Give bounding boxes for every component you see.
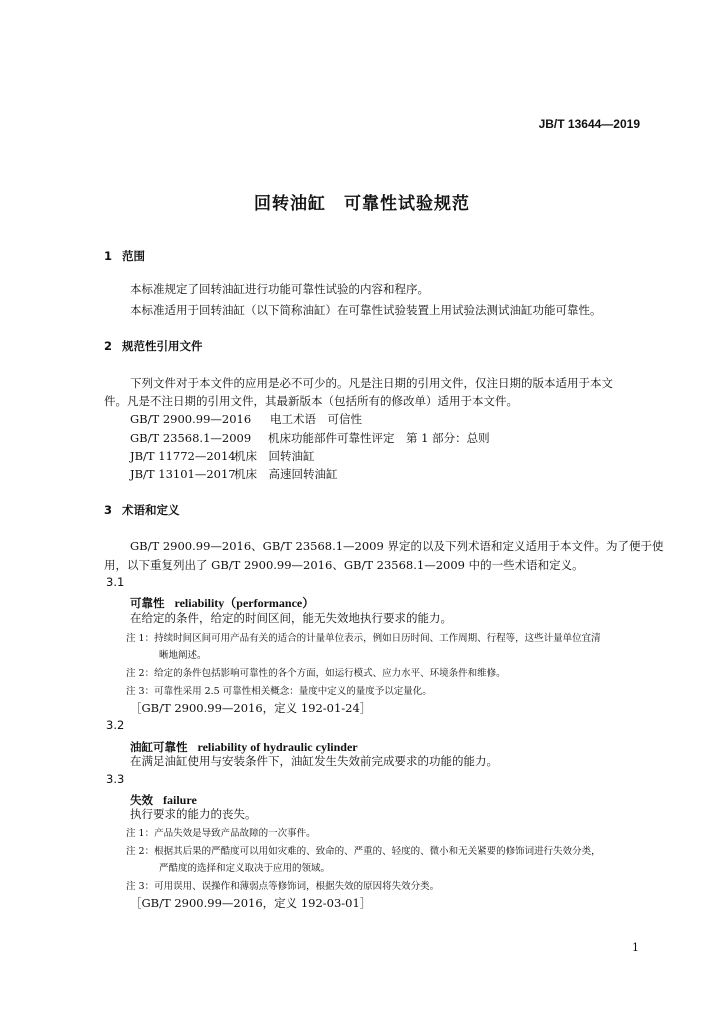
section-number: 2: [104, 339, 113, 353]
note-continuation: 晰地阐述。: [159, 650, 207, 661]
section-title: 范围: [122, 249, 145, 263]
section-2-heading: [104, 338, 203, 354]
note: 注 2：根据其后果的严酷度可以用如灾难的、致命的、严重的、轻度的、微小和无关紧要的修饰词进行失效分类，: [126, 846, 601, 857]
section-1-heading: [104, 248, 145, 264]
section-title: 术语和定义: [122, 503, 180, 517]
reference-code: JB/T 11772—2014: [130, 449, 236, 463]
term-source: ［GB/T 2900.99—2016，定义 192-01-24］: [130, 701, 372, 715]
paragraph-line: 用，以下重复列出了 GB/T 2900.99—2016、GB/T 23568.1—2009 中的一些术语和定义。: [104, 558, 584, 572]
note-continuation: 严酷度的选择和定义取决于应用的领域。: [159, 863, 331, 874]
term-number: 3.3: [106, 772, 125, 786]
reference-code: GB/T 23568.1—2009: [130, 431, 252, 445]
reference-name: 机床功能部件可靠性评定 第 1 部分：总则: [268, 431, 490, 445]
term-heading: [130, 592, 314, 611]
paragraph-line: 下列文件对于本文件的应用是必不可少的。凡是注日期的引用文件，仅注日期的版本适用于本文: [130, 376, 613, 390]
reference-item: [130, 411, 362, 427]
term-english: reliability of hydraulic cylinder: [197, 740, 358, 754]
section-number: 1: [104, 249, 113, 263]
term-chinese: 失效: [130, 793, 153, 807]
note: 注 1：持续时间区间可用产品有关的适合的计量单位表示，例如日历时间、工作周期、行程等，这些计量单位宜清: [126, 633, 601, 644]
note: 注 3：可靠性采用 2.5 可靠性相关概念：量度中定义的量度予以定量化。: [126, 686, 432, 697]
document-title: 回转油缸 可靠性试验规范: [254, 194, 470, 214]
reference-name: 机床 回转油缸: [234, 449, 315, 463]
term-definition: 在给定的条件，给定的时间区间，能无失效地执行要求的能力。: [130, 611, 452, 625]
reference-code: JB/T 13101—2017: [130, 467, 236, 481]
paragraph: 本标准适用于回转油缸（以下简称油缸）在可靠性试验装置上用试验法测试油缸功能可靠性。: [130, 303, 602, 317]
term-definition: 在满足油缸使用与安装条件下，油缸发生失效前完成要求的功能的能力。: [130, 754, 498, 768]
term-number: 3.1: [106, 575, 125, 589]
reference-item: [130, 466, 338, 482]
paragraph-line: GB/T 2900.99—2016、GB/T 23568.1—2009 界定的以及下列术语和定义适用于本文件。为了便于使: [130, 539, 664, 553]
section-number: 3: [104, 503, 113, 517]
note: 注 1：产品失效是导致产品故障的一次事件。: [126, 828, 316, 839]
reference-item: [130, 430, 490, 446]
term-source: ［GB/T 2900.99—2016，定义 192-03-01］: [130, 896, 372, 910]
reference-code: GB/T 2900.99—2016: [130, 412, 252, 426]
paragraph-line: 件。凡是不注日期的引用文件，其最新版本（包括所有的修改单）适用于本文件。: [104, 394, 518, 408]
page-number: 1: [632, 941, 639, 954]
term-chinese: 油缸可靠性: [130, 740, 188, 754]
term-definition: 执行要求的能力的丧失。: [130, 807, 257, 821]
term-number: 3.2: [106, 718, 125, 732]
reference-item: [130, 448, 315, 464]
standard-number: JB/T 13644—2019: [538, 117, 640, 131]
section-3-heading: [104, 502, 180, 518]
reference-name: 电工术语 可信性: [270, 412, 362, 426]
term-english: failure: [163, 793, 197, 807]
note: 注 3：可用误用、误操作和薄弱点等修饰词，根据失效的原因将失效分类。: [126, 881, 440, 892]
paragraph: 本标准规定了回转油缸进行功能可靠性试验的内容和程序。: [130, 282, 429, 296]
term-english: reliability（performance）: [174, 596, 315, 610]
term-chinese: 可靠性: [130, 596, 165, 610]
reference-name: 机床 高速回转油缸: [234, 467, 338, 481]
section-title: 规范性引用文件: [122, 339, 203, 353]
note: 注 2：给定的条件包括影响可靠性的各个方面，如运行模式、应力水平、环境条件和维修。: [126, 668, 506, 679]
